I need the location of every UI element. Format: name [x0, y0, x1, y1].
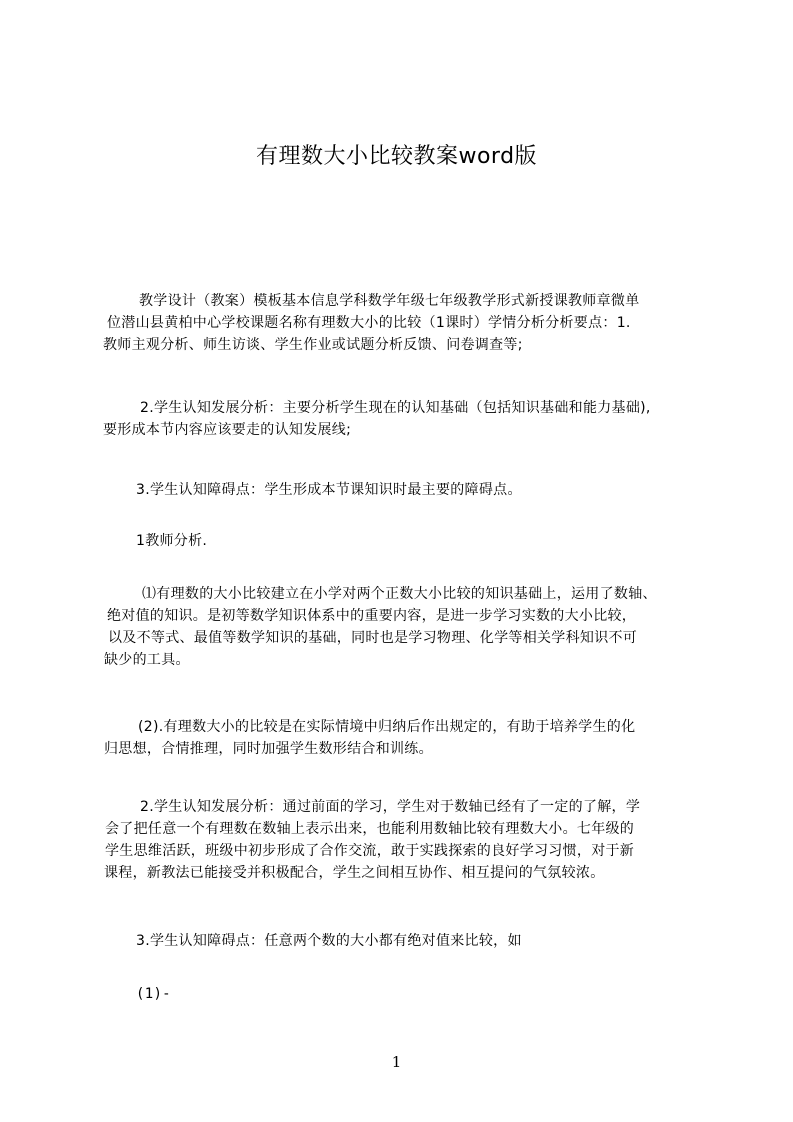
- text-line: 绝对值的知识。是初等数学知识体系中的重要内容，是进一步学习实数的大小比较，: [107, 608, 637, 624]
- paragraph-student-development: [104, 796, 716, 884]
- page-number: 1: [391, 1053, 402, 1071]
- text-line: 归思想，合情推理，同时加强学生数形结合和训练。: [104, 741, 433, 757]
- document-title: 有理数大小比较教案word版: [255, 144, 538, 169]
- paragraph-student-obstacle: [104, 930, 716, 952]
- text-line: ⑴有理数的大小比较建立在小学对两个正数大小比较的知识基础上，运用了数轴、: [142, 586, 657, 602]
- paragraph-basic-info: [103, 290, 718, 356]
- text-line: 3.学生认知障碍点：学生形成本节课知识时最主要的障碍点。: [136, 482, 522, 498]
- text-line: (1)-: [136, 986, 171, 1002]
- text-line: 要形成本节内容应该要走的认知发展线;: [103, 422, 352, 438]
- text-line: (2).有理数大小的比较是在实际情境中归纳后作出规定的，有助于培养学生的化: [138, 719, 636, 735]
- text-line: 以及不等式、最值等数学知识的基础，同时也是学习物理、化学等相关学科知识不可: [108, 630, 638, 646]
- text-line: 会了把任意一个有理数在数轴上表示出来，也能利用数轴比较有理数大小。七年级的: [105, 821, 635, 837]
- text-line: 位潜山县黄柏中心学校课题名称有理数大小的比较（1课时）学情分析分析要点：1.: [107, 315, 631, 331]
- text-line: 学生思维活跃，班级中初步形成了合作交流，敢于实践探索的良好学习习惯，对于新: [105, 843, 635, 859]
- text-line: 1教师分析.: [136, 533, 208, 549]
- paragraph-teacher-analysis-heading: [104, 530, 716, 552]
- text-line: 3.学生认知障碍点：任意两个数的大小都有绝对值来比较，如: [136, 933, 522, 949]
- text-line: 2.学生认知发展分析：通过前面的学习，学生对于数轴已经有了一定的了解，学: [140, 799, 641, 815]
- text-line: 课程，新教法已能接受并积极配合，学生之间相互协作、相互提问的气氛较浓。: [104, 865, 605, 881]
- paragraph-cognitive-development: [104, 397, 716, 441]
- paragraph-cognitive-obstacle: [104, 479, 716, 501]
- text-line: 缺少的工具。: [104, 652, 190, 668]
- paragraph-analysis-1: [104, 583, 716, 671]
- text-line: 2.学生认知发展分析：主要分析学生现在的认知基础（包括知识基础和能力基础),: [140, 400, 651, 416]
- text-line: 教师主观分析、师生访谈、学生作业或试题分析反馈、问卷调查等;: [103, 337, 523, 353]
- text-line: 教学设计（教案）模板基本信息学科数学年级七年级教学形式新授课教师章微单: [139, 293, 640, 309]
- paragraph-analysis-2: [104, 716, 716, 760]
- paragraph-example-start: [104, 983, 716, 1005]
